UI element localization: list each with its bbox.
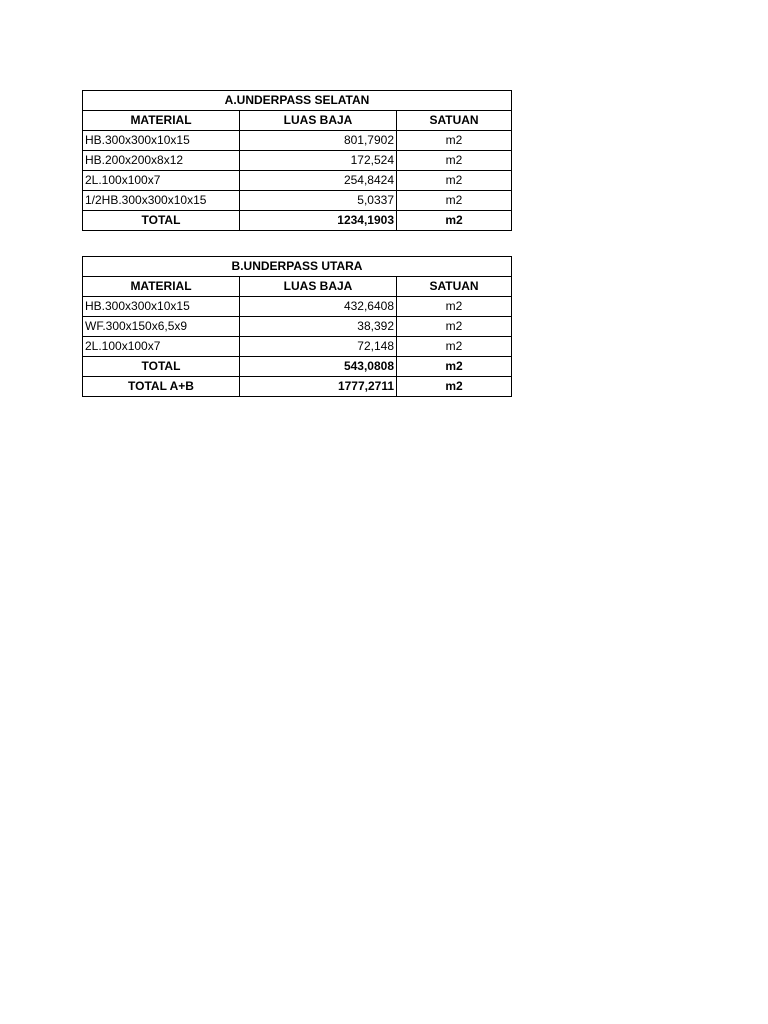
total-satuan: m2 [397, 357, 512, 377]
header-material: MATERIAL [83, 111, 240, 131]
grand-total-satuan: m2 [397, 377, 512, 397]
cell-material: WF.300x150x6,5x9 [83, 317, 240, 337]
cell-material: 1/2HB.300x300x10x15 [83, 191, 240, 211]
total-label: TOTAL [83, 211, 240, 231]
table-row [83, 317, 512, 337]
table-underpass-utara [82, 256, 512, 397]
table-underpass-selatan [82, 90, 512, 231]
table-header-row [83, 277, 512, 297]
cell-luas-baja: 254,8424 [240, 171, 397, 191]
cell-material: 2L.100x100x7 [83, 337, 240, 357]
header-satuan: SATUAN [397, 111, 512, 131]
cell-satuan: m2 [397, 151, 512, 171]
cell-luas-baja: 72,148 [240, 337, 397, 357]
cell-satuan: m2 [397, 171, 512, 191]
table-row [83, 337, 512, 357]
header-satuan: SATUAN [397, 277, 512, 297]
total-row [83, 211, 512, 231]
cell-luas-baja: 432,6408 [240, 297, 397, 317]
cell-satuan: m2 [397, 317, 512, 337]
table-title-row [83, 91, 512, 111]
grand-total-row [83, 377, 512, 397]
table-row [83, 191, 512, 211]
cell-material: 2L.100x100x7 [83, 171, 240, 191]
cell-satuan: m2 [397, 337, 512, 357]
cell-satuan: m2 [397, 297, 512, 317]
cell-luas-baja: 172,524 [240, 151, 397, 171]
total-luas-baja: 1234,1903 [240, 211, 397, 231]
cell-luas-baja: 5,0337 [240, 191, 397, 211]
table-title: B.UNDERPASS UTARA [83, 257, 512, 277]
cell-luas-baja: 38,392 [240, 317, 397, 337]
total-luas-baja: 543,0808 [240, 357, 397, 377]
grand-total-luas-baja: 1777,2711 [240, 377, 397, 397]
table-row [83, 151, 512, 171]
cell-luas-baja: 801,7902 [240, 131, 397, 151]
cell-material: HB.200x200x8x12 [83, 151, 240, 171]
header-material: MATERIAL [83, 277, 240, 297]
cell-material: HB.300x300x10x15 [83, 297, 240, 317]
table-row [83, 131, 512, 151]
header-luas-baja: LUAS BAJA [240, 111, 397, 131]
total-satuan: m2 [397, 211, 512, 231]
grand-total-label: TOTAL A+B [83, 377, 240, 397]
table-row [83, 297, 512, 317]
table-header-row [83, 111, 512, 131]
table-title-row [83, 257, 512, 277]
table-row [83, 171, 512, 191]
cell-material: HB.300x300x10x15 [83, 131, 240, 151]
cell-satuan: m2 [397, 131, 512, 151]
header-luas-baja: LUAS BAJA [240, 277, 397, 297]
table-title: A.UNDERPASS SELATAN [83, 91, 512, 111]
total-row [83, 357, 512, 377]
cell-satuan: m2 [397, 191, 512, 211]
total-label: TOTAL [83, 357, 240, 377]
